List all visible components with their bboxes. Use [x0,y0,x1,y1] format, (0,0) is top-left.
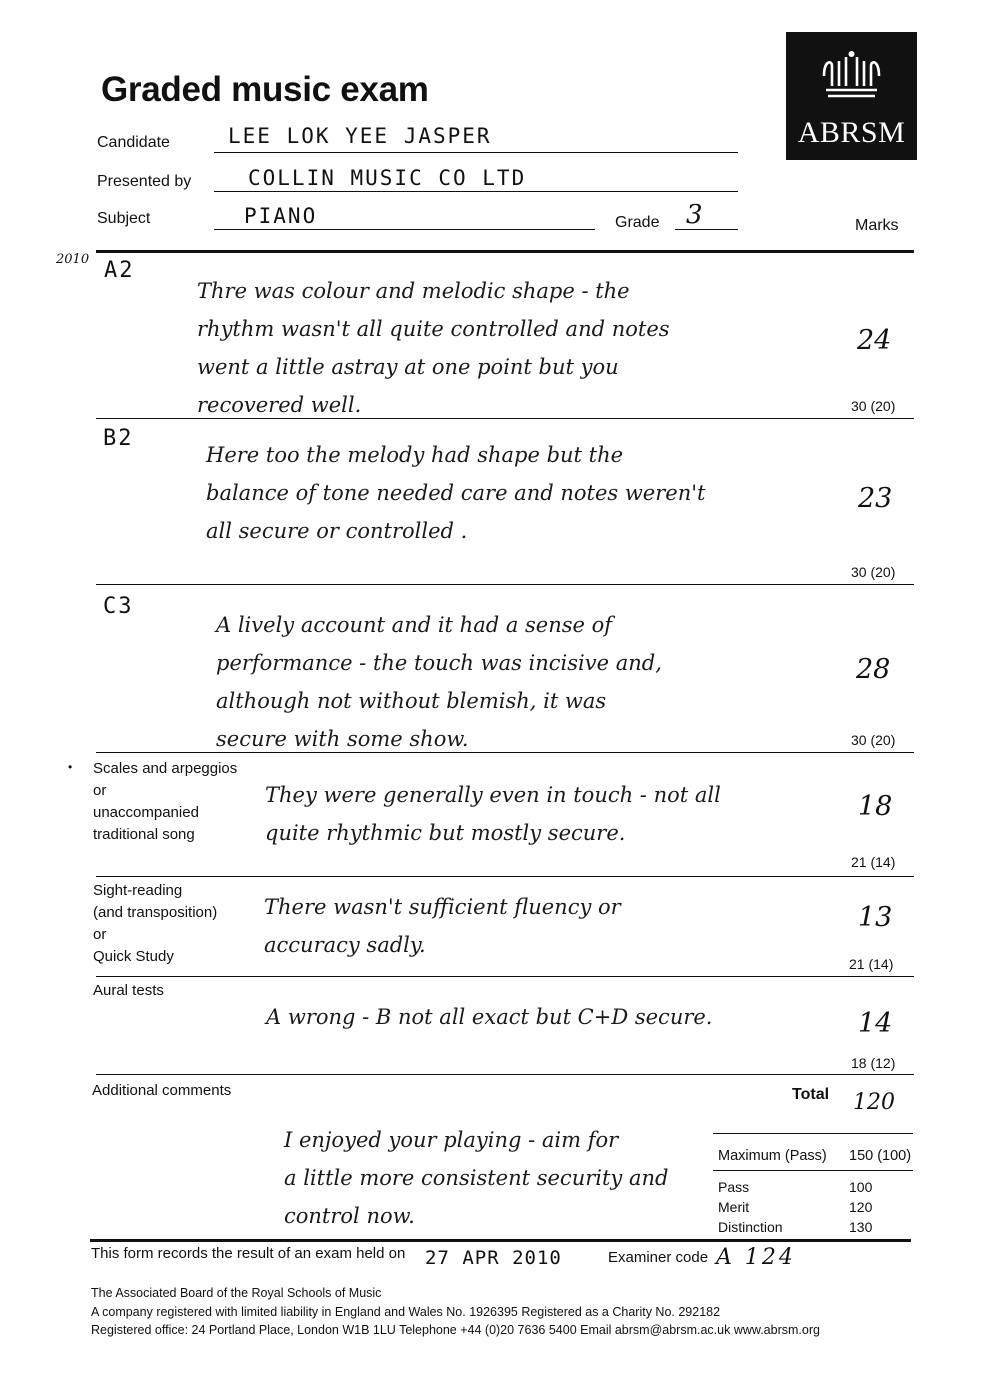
crown-icon [820,50,883,104]
header-divider [96,250,914,253]
year-margin-note: 2010 [56,252,90,267]
level-values [849,1177,872,1237]
office-info: Registered office: 24 Portland Place, London W1B 1LU Telephone +44 (0)20 7636 5400 Email abrsm@abrsm.ac.uk www.abrsm.org [91,1323,820,1337]
scales-label [93,758,237,846]
sight-reading-divider [96,976,914,977]
level-name: Pass [718,1179,750,1195]
piece-b-max: 30 (20) [851,564,896,580]
presented-by-value: COLLIN MUSIC CO LTD [248,166,527,190]
comment-line: I enjoyed your playing - aim for [284,1128,619,1152]
comment-line: a little more consistent security and [284,1166,669,1190]
candidate-underline [214,152,738,153]
scales-max: 21 (14) [851,854,896,870]
piece-c-code: C3 [103,594,134,619]
comment-line: performance - the touch was incisive and, [216,651,662,675]
margin-dot: • [68,760,73,774]
abrsm-logo [786,32,917,160]
comment-line: went a little astray at one point but you [197,355,619,379]
org-name: The Associated Board of the Royal Schools of Music [91,1286,382,1300]
label-line: Quick Study [93,948,174,965]
grade-label: Grade [615,214,660,231]
grade-value: 3 [686,200,703,230]
label-line: or [93,926,107,943]
comment-line: There wasn't sufficient fluency or [264,895,621,919]
candidate-value: LEE LOK YEE JASPER [228,124,492,148]
comment-line: They were generally even in touch - not all [265,783,721,807]
comment-line: quite rhythmic but mostly secure. [265,821,626,845]
sight-reading-max: 21 (14) [849,956,894,972]
comment-line: rhythm wasn't all quite controlled and notes [197,317,670,341]
piece-b-code: B2 [103,426,134,451]
level-name: Merit [718,1199,750,1215]
comment-line: Thre was colour and melodic shape - the [197,279,630,303]
label-line: Sight-reading [93,882,183,899]
sight-reading-comment [264,888,621,964]
level-value: 130 [849,1219,873,1235]
label-line: or [93,782,107,799]
total-label: Total [792,1086,830,1103]
comment-line: recovered well. [197,393,362,417]
maximum-pass-value: 150 (100) [849,1148,912,1164]
scales-mark: 18 [858,791,893,822]
scales-comment [265,776,721,852]
aural-max: 18 (12) [851,1055,896,1071]
subject-value: PIANO [244,204,318,228]
comment-line: although not without blemish, it was [216,689,607,713]
comment-line: secure with some show. [216,727,469,751]
aural-label: Aural tests [93,982,164,999]
level-names [718,1177,783,1237]
subject-underline [214,229,595,230]
label-line: Scales and arpeggios [93,760,238,777]
piece-a-divider [96,418,914,419]
sight-reading-label [93,880,217,968]
comment-line: accuracy sadly. [264,933,426,957]
piece-c-divider [96,752,914,753]
label-line: unaccompanied [93,804,199,821]
piece-b-divider [96,584,914,585]
aural-divider [96,1074,914,1075]
piece-b-comment [206,436,705,550]
examiner-label: Examiner code [608,1249,709,1266]
registration-info: A company registered with limited liability in England and Wales No. 1926395 Registered as a Charity No. 292182 [91,1305,721,1319]
level-name: Distinction [718,1219,783,1235]
total-value: 120 [853,1090,895,1115]
piece-a-max: 30 (20) [851,398,896,414]
comment-line: A lively account and it had a sense of [216,613,613,637]
piece-a-code: A2 [104,258,135,283]
piece-c-mark: 28 [856,654,891,685]
aural-comment: A wrong - B not all exact but C+D secure. [266,1005,713,1029]
examiner-code: A 124 [716,1245,796,1270]
logo-wordmark: ABRSM [797,116,906,149]
presented-by-underline [214,191,738,192]
level-value: 120 [849,1199,873,1215]
presented-by-label: Presented by [97,173,192,190]
maximum-divider [713,1170,913,1171]
total-divider [713,1133,913,1134]
maximum-pass-label: Maximum (Pass) [718,1148,827,1164]
footer-divider [90,1239,911,1242]
subject-label: Subject [97,210,151,227]
piece-b-mark: 23 [858,483,893,514]
comment-line: control now. [284,1204,415,1228]
additional-comments-label: Additional comments [92,1082,232,1099]
form-title: Graded music exam [101,70,429,109]
piece-a-comment [197,272,670,424]
record-text: This form records the result of an exam held on [91,1245,406,1262]
comment-line: balance of tone needed care and notes weren't [206,481,706,505]
piece-a-mark: 24 [857,325,892,356]
comment-line: all secure or controlled . [206,519,468,543]
scales-divider [96,876,914,877]
comment-line: Here too the melody had shape but the [206,443,624,467]
grade-underline [675,229,738,230]
level-value: 100 [849,1179,873,1195]
sight-reading-mark: 13 [858,902,893,933]
aural-mark: 14 [858,1008,893,1039]
exam-date: 27 APR 2010 [425,1247,562,1269]
marks-header: Marks [855,217,899,234]
candidate-label: Candidate [97,134,170,151]
label-line: (and transposition) [93,904,218,921]
additional-comments-text [284,1121,668,1235]
piece-c-max: 30 (20) [851,732,896,748]
label-line: traditional song [93,826,195,843]
piece-c-comment [216,606,662,758]
